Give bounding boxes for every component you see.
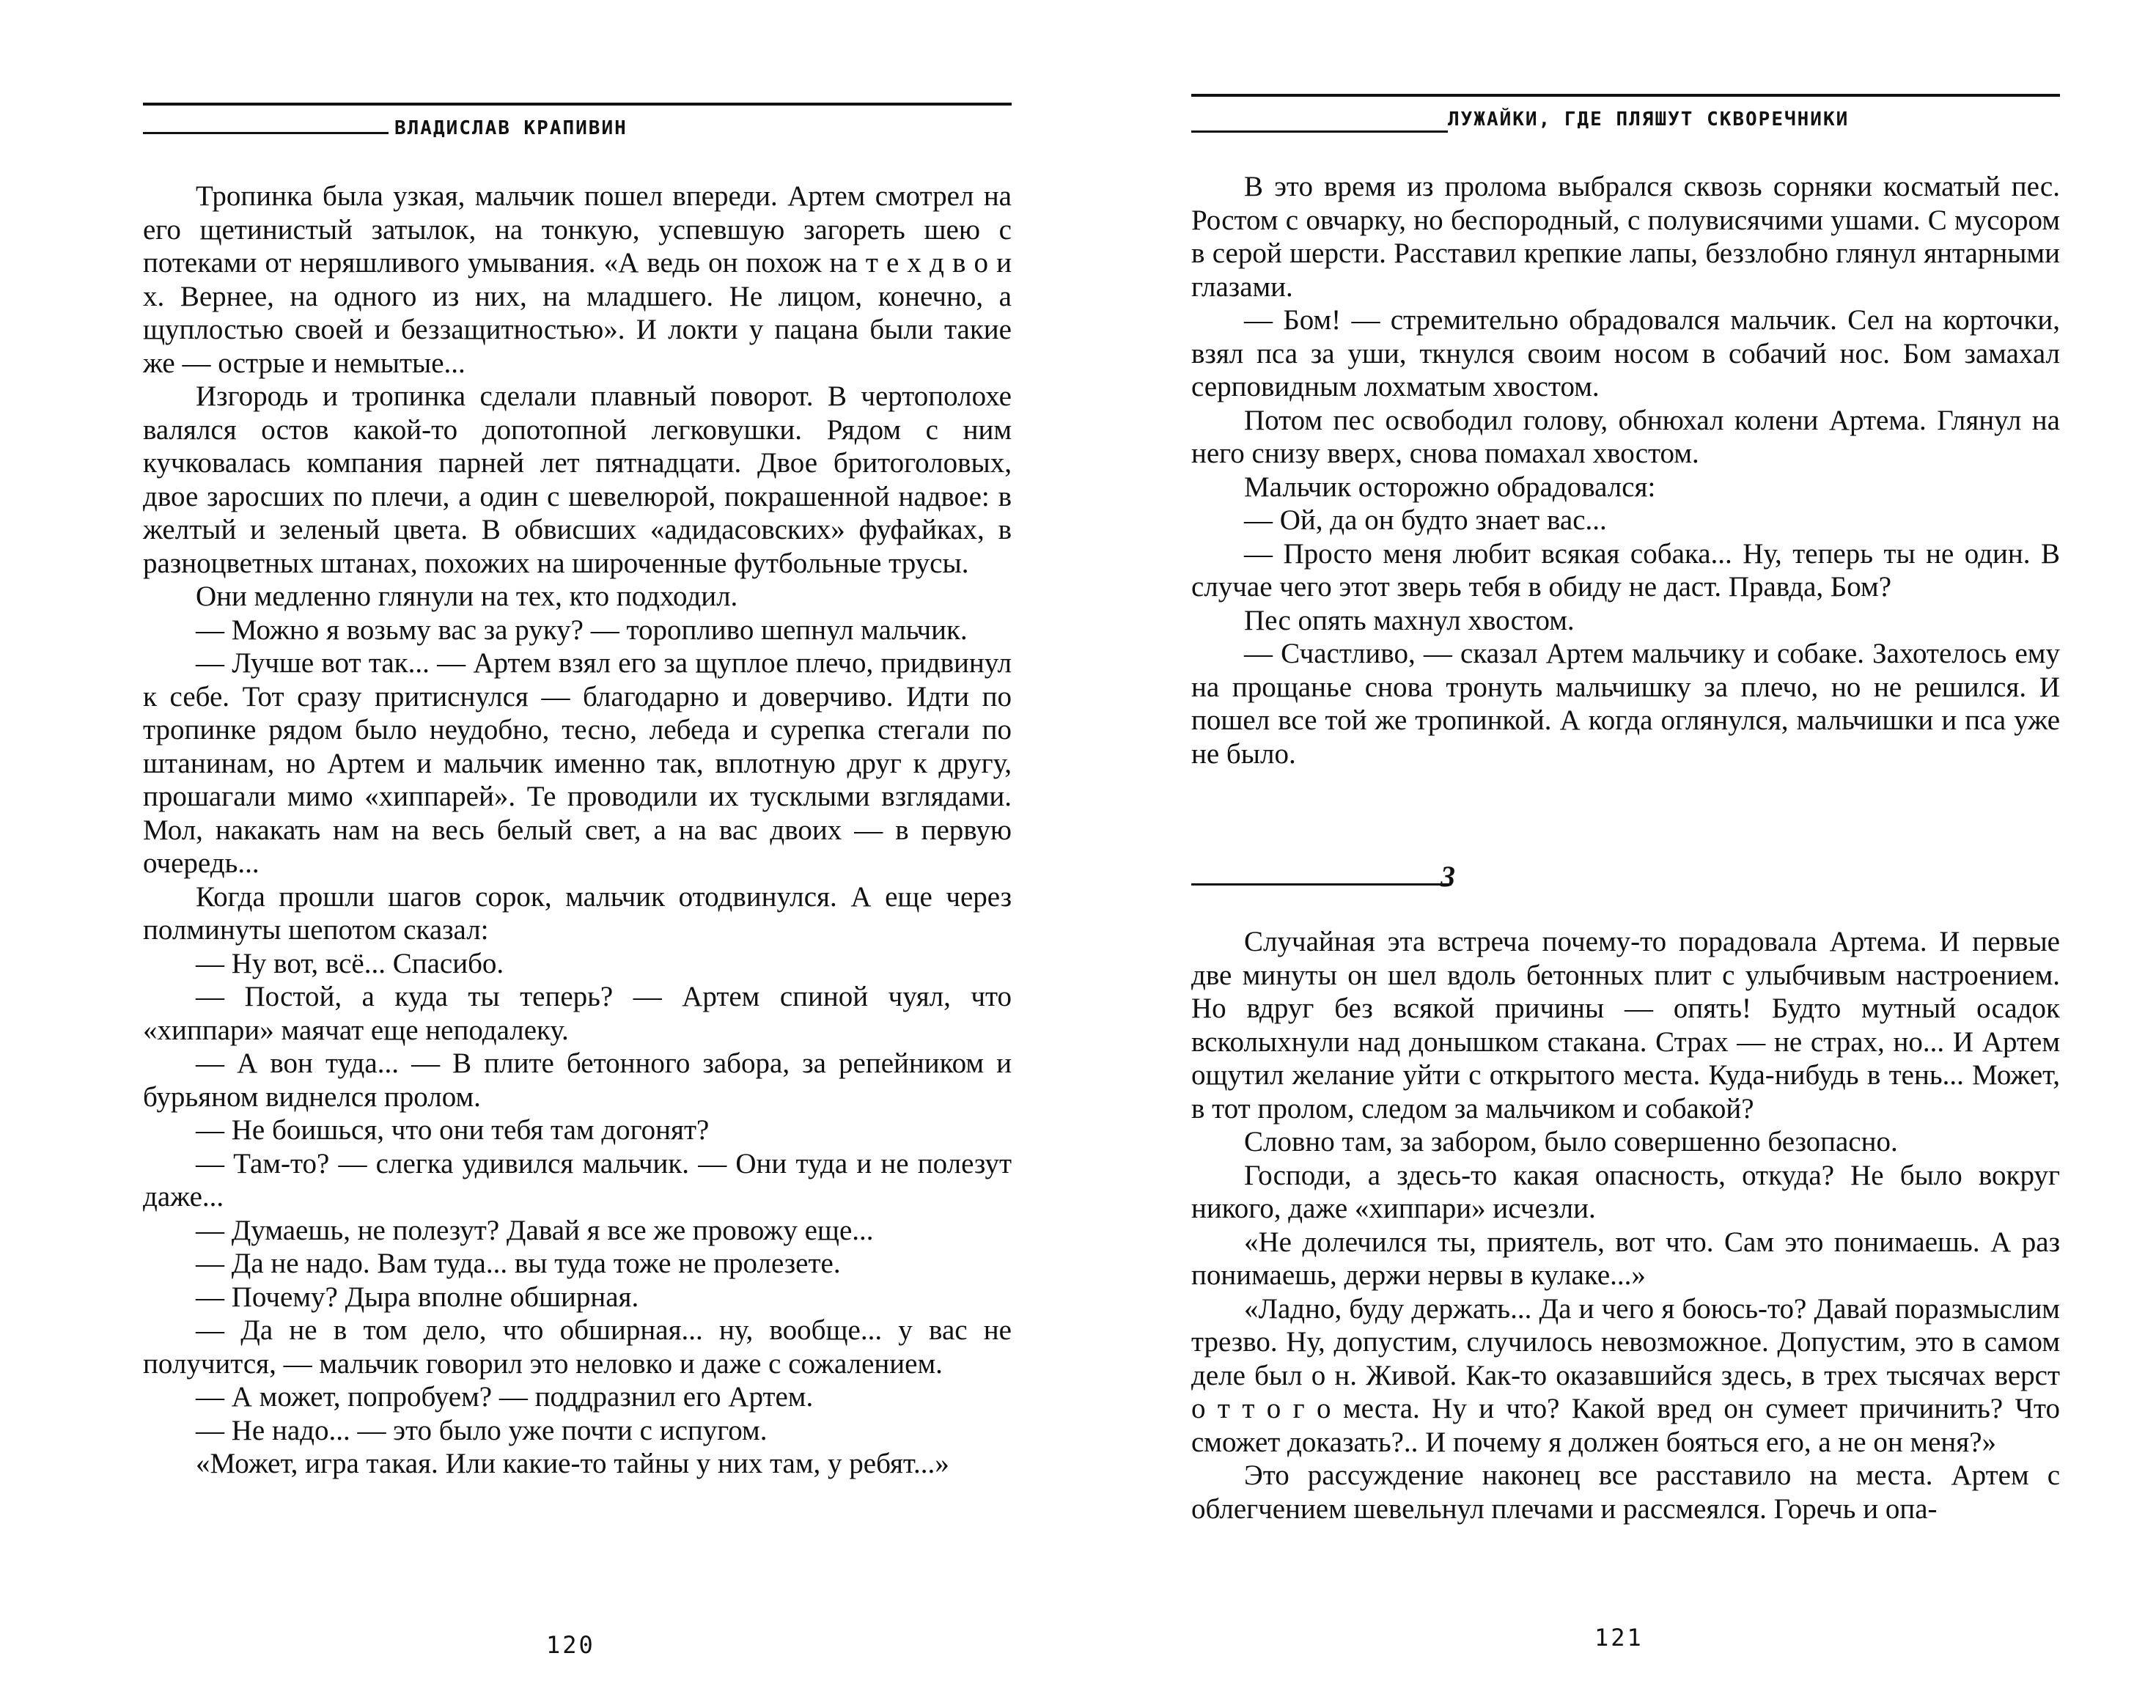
paragraph: Мальчик осторожно обрадовался: <box>1244 471 1656 503</box>
paragraph: Случайная эта встреча почему-то порадовала Артема. И первые две минуты он шел вдоль бетонных плит с улыбчивым настроением. Но вдруг без всякой причины — опять! Будто мутный осадок всколыхнули над донышком стакана. Страх — не страх, но... И Артем ощутил желание уйти с открытого места. Куда-нибудь в тень... Может, в тот пролом, следом за мальчиком и собакой? <box>1191 926 2060 1124</box>
section-rule <box>1191 883 1452 886</box>
paragraph: — Там-то? — слегка удивился мальчик. — Они туда и не полезут даже... <box>143 1147 1012 1212</box>
paragraph: Словно там, за забором, было совершенно безопасно. <box>1244 1126 1898 1157</box>
paragraph: Они медленно глянули на тех, кто подходил. <box>196 581 738 612</box>
paragraph: Изгородь и тропинка сделали плавный поворот. В чертополохе валялся остов какой-то допотопной легковушки. Рядом с ним кучковалась компания парней лет пятнадцати. Двое бритоголовых, двое заросших по плечи, а один с шевелюрой, покрашенной надвое: в желтый и зеленый цвета. В обвисших «адидасовских» фуфайках, в разноцветных штанах, похожих на широченные футбольные трусы. <box>143 380 1012 579</box>
paragraph: — Думаешь, не полезут? Давай я все же провожу еще... <box>196 1214 874 1246</box>
body-text <box>143 180 1012 1481</box>
body-text-top <box>1191 170 2060 770</box>
paragraph: Тропинка была узкая, мальчик пошел впереди. Артем смотрел на его щетинистый затылок, на тонкую, успевшую загореть шею с потеками от неряшливого умывания. «А ведь он похож на т е х д в о и х. Вернее, на одного из них, на младшего. Не лицом, конечно, а щуплостью своей и беззащитностью». И локти у пацана были такие же — острые и немытые... <box>143 180 1012 379</box>
paragraph: Господи, а здесь-то какая опасность, откуда? Не было вокруг никого, даже «хиппари» исчезли. <box>1191 1159 2060 1224</box>
paragraph: «Может, игра такая. Или какие-то тайны у них там, у ребят...» <box>196 1448 949 1479</box>
header-rule <box>143 103 1012 106</box>
paragraph: Когда прошли шагов сорок, мальчик отодвинулся. А еще через полминуты шепотом сказал: <box>143 880 1012 946</box>
paragraph: «Ладно, буду держать... Да и чего я боюсь-то? Давай поразмыслим трезво. Ну, допустим, случилось невозможное. Допустим, это в самом деле был о н. Живой. Как-то оказавшийся здесь, в трех тысячах верст о т т о г о места. Ну и что? Какой вред он сумеет причинить? Что сможет доказать?.. И почему я должен бояться его, а не он меня?» <box>1191 1292 2060 1458</box>
paragraph: — А может, попробуем? — поддразнил его Артем. <box>196 1381 814 1413</box>
paragraph: Пес опять махнул хвостом. <box>1244 604 1575 636</box>
paragraph: Потом пес освободил голову, обнюхал колени Артема. Глянул на него снизу вверх, снова помахал хвостом. <box>1191 404 2060 469</box>
header-rule <box>1191 94 2060 97</box>
paragraph: — Да не надо. Вам туда... вы туда тоже не пролезете. <box>196 1248 841 1279</box>
paragraph: — Счастливо, — сказал Артем мальчику и собаке. Захотелось ему на прощанье снова тронуть мальчишку за плечо, но не решился. И пошел все той же тропинкой. А когда оглянулся, мальчишки и пса уже не было. <box>1191 638 2060 770</box>
running-head: ВЛАДИСЛАВ КРАПИВИН <box>394 117 628 139</box>
paragraph: — Можно я возьму вас за руку? — торопливо шепнул мальчик. <box>196 614 968 646</box>
page-number: 120 <box>546 1631 595 1659</box>
section-number: 3 <box>1441 860 1455 893</box>
paragraph: — Ой, да он будто знает вас... <box>1244 504 1607 536</box>
paragraph: В это время из пролома выбрался сквозь сорняки косматый пес. Ростом с овчарку, но беспородный, с полувисячими ушами. С мусором в серой шерсти. Расставил крепкие лапы, беззлобно глянул янтарными глазами. <box>1191 171 2060 303</box>
page-number: 121 <box>1594 1624 1644 1652</box>
paragraph: «Не долечился ты, приятель, вот что. Сам это понимаешь. А раз понимаешь, держи нервы в кулаке...» <box>1191 1226 2060 1291</box>
paragraph: Это рассуждение наконец все расставило на места. Артем с облегчением шевельнул плечами и рассмеялся. Горечь и опа- <box>1191 1459 2060 1525</box>
paragraph: — Ну вот, всё... Спасибо. <box>196 947 504 979</box>
paragraph: — А вон туда... — В плите бетонного забора, за репейником и бурьяном виднелся пролом. <box>143 1048 1012 1113</box>
paragraph: — Постой, а куда ты теперь? — Артем спиной чуял, что «хиппари» маячат еще неподалеку. <box>143 981 1012 1046</box>
body-text-bottom <box>1191 925 2060 1525</box>
right-page <box>1078 0 2156 1708</box>
paragraph: — Не надо... — это было уже почти с испугом. <box>196 1414 768 1446</box>
header-short-rule <box>143 132 389 134</box>
running-head: ЛУЖАЙКИ, ГДЕ ПЛЯШУТ СКВОРЕЧНИКИ <box>1448 108 1850 130</box>
paragraph: — Не боишься, что они тебя там догонят? <box>196 1114 710 1146</box>
paragraph: — Лучше вот так... — Артем взял его за щуплое плечо, придвинул к себе. Тот сразу притиснулся — благодарно и доверчиво. Идти по тропинке рядом было неудобно, тесно, лебеда и сурепка стегали по штанинам, но Артем и мальчик именно так, вплотную друг к другу, прошагали мимо «хиппарей». Те проводили их тусклыми взглядами. Мол, накакать нам на весь белый свет, а на вас двоих — в первую очередь... <box>143 647 1012 879</box>
paragraph: — Да не в том дело, что обширная... ну, вообще... у вас не получится, — мальчик говорил это неловко и даже с сожалением. <box>143 1314 1012 1380</box>
header-short-rule <box>1191 130 1448 133</box>
paragraph: — Просто меня любит всякая собака... Ну, теперь ты не один. В случае чего этот зверь тебя в обиду не даст. Правда, Бом? <box>1191 537 2060 603</box>
paragraph: — Бом! — стремительно обрадовался мальчик. Сел на корточки, взял пса за уши, ткнулся своим носом в собачий нос. Бом замахал серповидным лохматым хвостом. <box>1191 304 2060 402</box>
paragraph: — Почему? Дыра вполне обширная. <box>196 1281 639 1313</box>
